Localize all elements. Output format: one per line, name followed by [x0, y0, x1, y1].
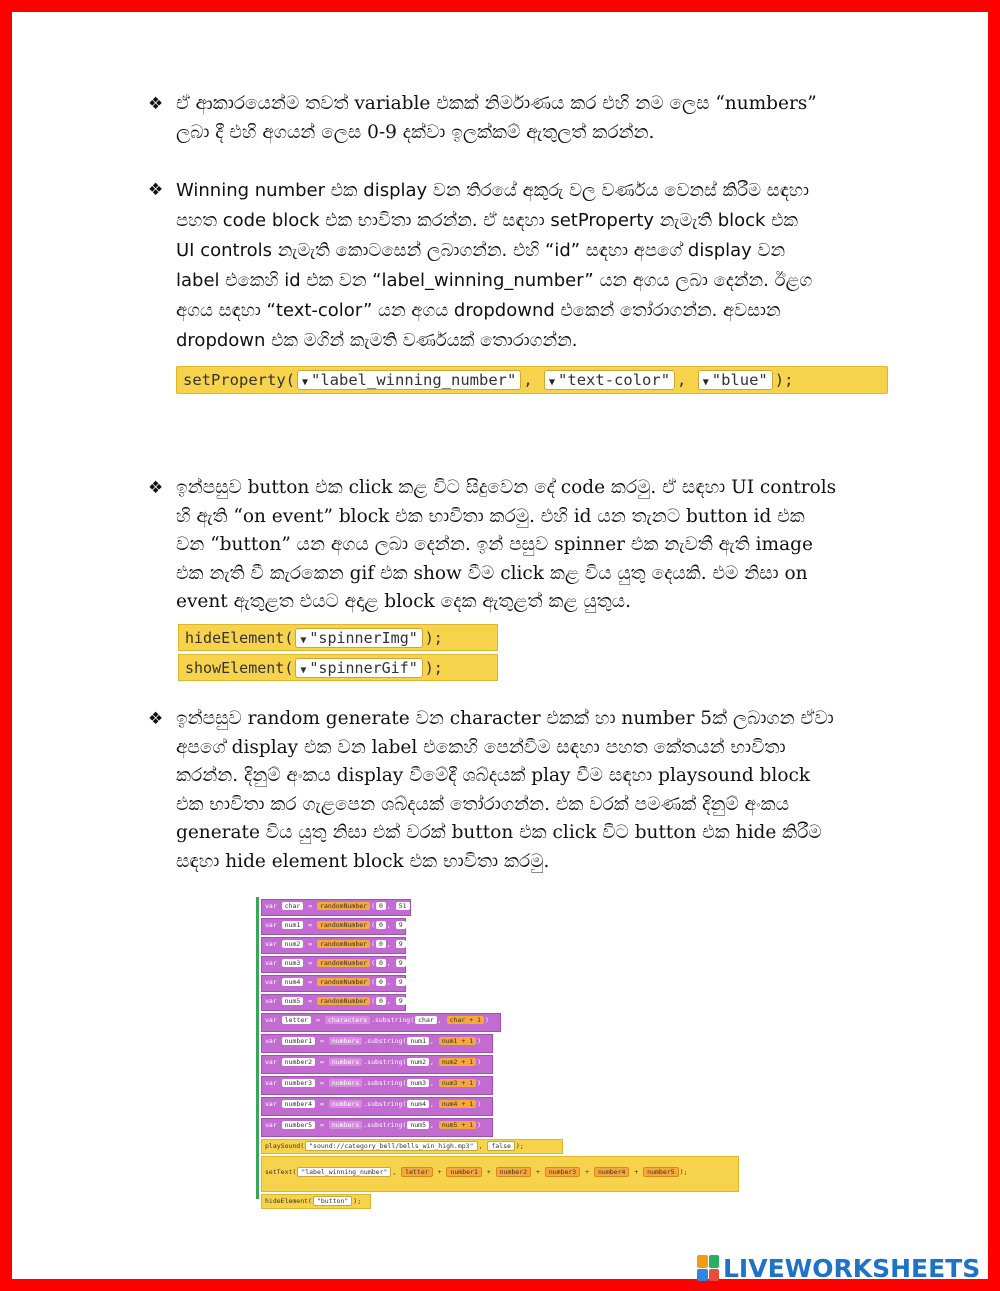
var-num4-block: var num4 = randomNumber ( 0 , 9 ) — [261, 975, 406, 992]
id-dropdown[interactable] — [297, 370, 521, 390]
code-end: ); — [424, 659, 443, 677]
dropdown-triangle-icon: ▼ — [549, 377, 556, 388]
spinner-code-blocks — [178, 624, 498, 684]
text-line: වන “button” යන අගය ලබා දෙන්න. ඉන් පසුව spinner එක නැවතී ඇති image — [176, 534, 813, 555]
element-dropdown[interactable] — [295, 658, 422, 678]
text-line: කරන්න. දිනුම් අංකය display වීමේදී ශබ්දයක් play වීම සඳහා playsound block — [176, 765, 811, 786]
dropdown-triangle-icon: ▼ — [702, 377, 709, 388]
var-num3-block: var num3 = randomNumber ( 0 , 9 ) — [261, 956, 406, 973]
text-line: ලබා දී එහි අගයන් ලෙස 0-9 දක්වා ඉලක්කම් ඇතුලත් කරන්න. — [176, 121, 655, 143]
code-end: ); — [774, 371, 794, 389]
diamond-bullet-icon: ❖ — [148, 94, 164, 114]
bullet-text — [176, 705, 888, 876]
var-number3-block: var number3 = numbers .substring( num3 , num3 + 1 ) — [261, 1076, 493, 1095]
element-dropdown[interactable] — [295, 628, 422, 648]
hide-button-block: hideElement( "button" ); — [261, 1194, 371, 1209]
hide-element-block — [178, 624, 498, 651]
text-line: event ඇතුළත එයට අදාළ block දෙක ඇතුළත් කළ යුතුය. — [176, 591, 631, 612]
text-line: label එකෙහි id එක වන “label_winning_number” යන අගය ලබා දෙන්න. ඊළග — [176, 270, 813, 291]
dropdown-triangle-icon: ▼ — [300, 635, 307, 646]
var-num2-block: var num2 = randomNumber ( 0 , 9 ) — [261, 937, 406, 954]
code-end: ); — [424, 629, 443, 647]
diamond-bullet-icon: ❖ — [148, 478, 164, 498]
playsound-block: playSound( "sound://category_bell/bells_win_high.mp3" , false ); — [261, 1139, 563, 1154]
arg-text: "text-color" — [558, 371, 671, 389]
liveworksheets-logo — [697, 1253, 980, 1283]
settext-block: setText( "label_winning_number" , letter + number1 + number2 + number3 + number4 + number5 ); — [261, 1156, 739, 1192]
arg-text: "spinnerImg" — [309, 629, 418, 647]
bullet-text — [176, 176, 888, 356]
bullet-text — [176, 90, 888, 147]
text-line: UI controls නැමැති කොටසෙන් ලබාගන්න. එහි “id” සඳහා අපගේ display වන — [176, 240, 786, 261]
dropdown-triangle-icon: ▼ — [300, 665, 307, 676]
bullet-on-event — [148, 474, 888, 617]
text-line: අගය සඳහා “text-color” යන අගය dropdownd එකෙන් තෝරාගන්න. අවසාන — [176, 300, 781, 321]
code-sep: , — [523, 371, 533, 389]
text-line: පහත code block එක භාවිතා කරන්න. ඒ සඳහා setProperty නැමැති block එක — [176, 210, 798, 231]
dropdown-triangle-icon: ▼ — [301, 377, 309, 388]
text-line: අපගේ display එක වන label එකෙහි පෙන්වීම සඳහා පහත කේතයන් භාවිතා — [176, 736, 786, 758]
color-dropdown[interactable] — [698, 370, 773, 390]
text-line: සඳහා hide element block එක භාවිතා කරමු. — [176, 850, 550, 872]
var-number5-block: var number5 = numbers .substring( num5 , num5 + 1 ) — [261, 1118, 493, 1137]
text-line: ඒ ආකාරයෙන්ම තවත් variable එකක් නිර්මාණය කර එහි නම ලෙස “numbers” — [176, 93, 817, 114]
show-element-block — [178, 654, 498, 681]
text-line: එක නැති වී කැරකෙන gif එක show වීම click කළ විය යුතු දෙයකි. එම නිසා on — [176, 562, 808, 584]
arg-text: "label_winning_number" — [311, 371, 517, 389]
text-line: ඉන්පසුව random generate වන character එකක් හා number 5ක් ලබාගන ඒවා — [176, 708, 834, 729]
text-line: ඉන්පසුව button එක click කළ විට සිදුවෙන දේ code කරමු. ඒ සඳහා UI controls — [176, 477, 837, 498]
diamond-bullet-icon: ❖ — [148, 709, 164, 729]
var-number4-block: var number4 = numbers .substring( num4 , num4 + 1 ) — [261, 1097, 493, 1116]
logo-badge-icon — [697, 1255, 719, 1281]
code-screenshot — [256, 897, 742, 1205]
code-func: hideElement( — [185, 629, 294, 647]
code-sep: , — [677, 371, 687, 389]
var-number2-block: var number2 = numbers .substring( num2 , num2 + 1 ) — [261, 1055, 493, 1074]
bullet-setproperty — [148, 176, 888, 356]
var-num1-block: var num1 = randomNumber ( 0 , 9 ) — [261, 918, 406, 935]
text-line: එක භාවිතා කර ගැළපෙන ශබ්දයක් තෝරාගන්න. එක වරක් පමණක් දිනුම් අංකය — [176, 793, 789, 815]
code-func: showElement( — [185, 659, 294, 677]
bullet-numbers-variable — [148, 90, 888, 147]
bullet-text — [176, 474, 888, 617]
text-line: Winning number එක display වන තිරයේ අකුරු වල වර්ණය වෙනස් කිරීම සඳහා — [176, 180, 809, 201]
logo-text: LIVEWORKSHEETS — [723, 1253, 981, 1283]
diamond-bullet-icon: ❖ — [148, 180, 164, 200]
code-func: setProperty( — [183, 371, 295, 389]
var-letter-block: var letter = characters .substring( char , char + 1 ) — [261, 1013, 501, 1032]
text-line: generate විය යුතු නිසා එක් වරක් button එක click විට button එක hide කිරීම — [176, 822, 822, 843]
var-char-block: var char = randomNumber ( 0 , 51 ) — [261, 899, 411, 916]
text-line: හි ඇති “on event” block එක භාවිතා කරමු. එහි id යන තැනට button id එක — [176, 505, 805, 527]
text-line: dropdown එක මගින් කැමති වර්ණයක් තොරාගන්න. — [176, 330, 578, 351]
var-num5-block: var num5 = randomNumber ( 0 , 9 ) — [261, 994, 406, 1011]
setproperty-code-block — [176, 366, 888, 394]
arg-text: "blue" — [711, 371, 768, 389]
var-number1-block: var number1 = numbers .substring( num1 , num1 + 1 ) — [261, 1034, 493, 1053]
property-dropdown[interactable] — [544, 370, 675, 390]
bullet-random-generate — [148, 705, 888, 876]
arg-text: "spinnerGif" — [309, 659, 418, 677]
